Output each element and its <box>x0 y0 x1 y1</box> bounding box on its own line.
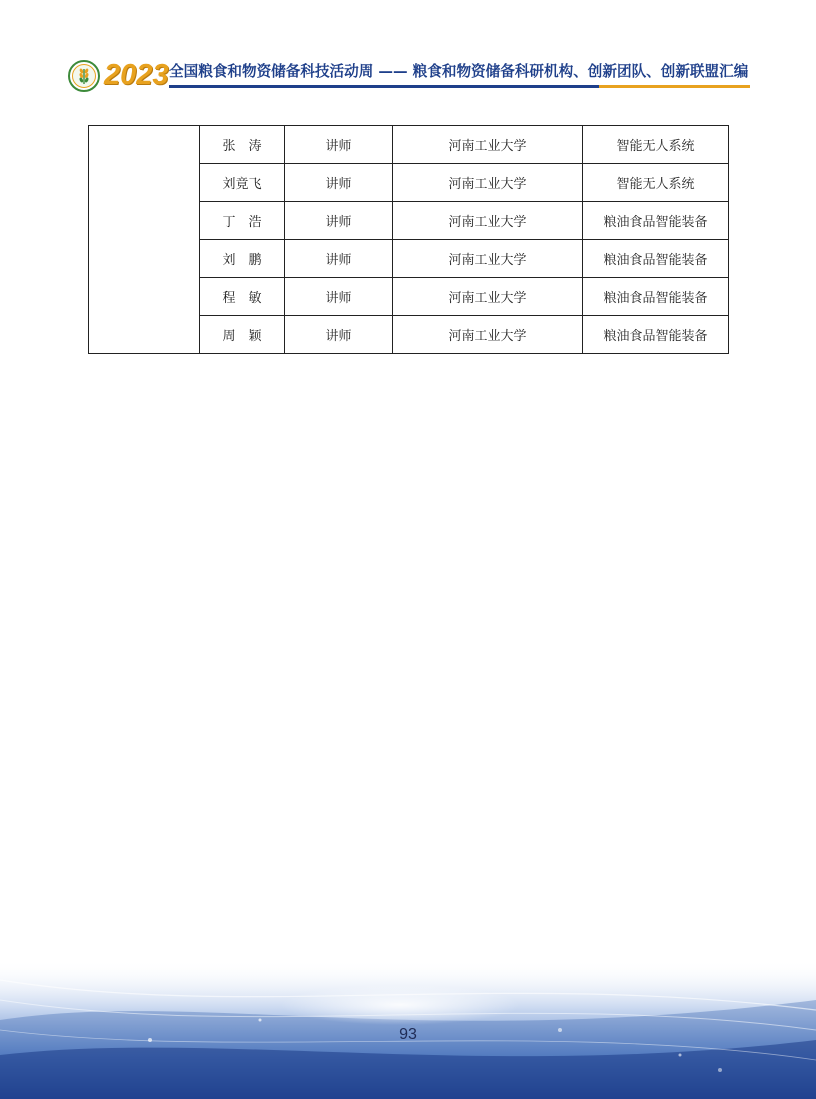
name-cell: 刘 鹏 <box>200 240 285 278</box>
name-cell: 程 敏 <box>200 278 285 316</box>
title-cell: 讲师 <box>285 164 393 202</box>
org-cell: 河南工业大学 <box>393 202 583 240</box>
header-rule-blue <box>169 85 599 88</box>
wheat-emblem-logo <box>68 60 100 92</box>
field-cell: 智能无人系统 <box>583 126 729 164</box>
group-cell <box>89 126 200 354</box>
title-cell: 讲师 <box>285 278 393 316</box>
name-cell: 丁 浩 <box>200 202 285 240</box>
org-cell: 河南工业大学 <box>393 240 583 278</box>
title-cell: 讲师 <box>285 202 393 240</box>
header-title: 全国粮食和物资储备科技活动周 —— 粮食和物资储备科研机构、创新团队、创新联盟汇编 <box>169 63 749 80</box>
org-cell: 河南工业大学 <box>393 278 583 316</box>
table-row <box>89 126 729 164</box>
name-cell: 刘竟飞 <box>200 164 285 202</box>
page-header <box>68 58 750 94</box>
org-cell: 河南工业大学 <box>393 316 583 354</box>
field-cell: 粮油食品智能装备 <box>583 316 729 354</box>
field-cell: 粮油食品智能装备 <box>583 202 729 240</box>
field-cell: 智能无人系统 <box>583 164 729 202</box>
title-cell: 讲师 <box>285 240 393 278</box>
title-cell: 讲师 <box>285 126 393 164</box>
page-number: 93 <box>399 1026 417 1043</box>
field-cell: 粮油食品智能装备 <box>583 240 729 278</box>
name-cell: 周 颖 <box>200 316 285 354</box>
org-cell: 河南工业大学 <box>393 164 583 202</box>
org-cell: 河南工业大学 <box>393 126 583 164</box>
staff-table <box>88 125 729 354</box>
title-cell: 讲师 <box>285 316 393 354</box>
name-cell: 张 涛 <box>200 126 285 164</box>
field-cell: 粮油食品智能装备 <box>583 278 729 316</box>
year-label: 2023 <box>104 59 169 91</box>
header-rule-gold <box>599 85 750 88</box>
